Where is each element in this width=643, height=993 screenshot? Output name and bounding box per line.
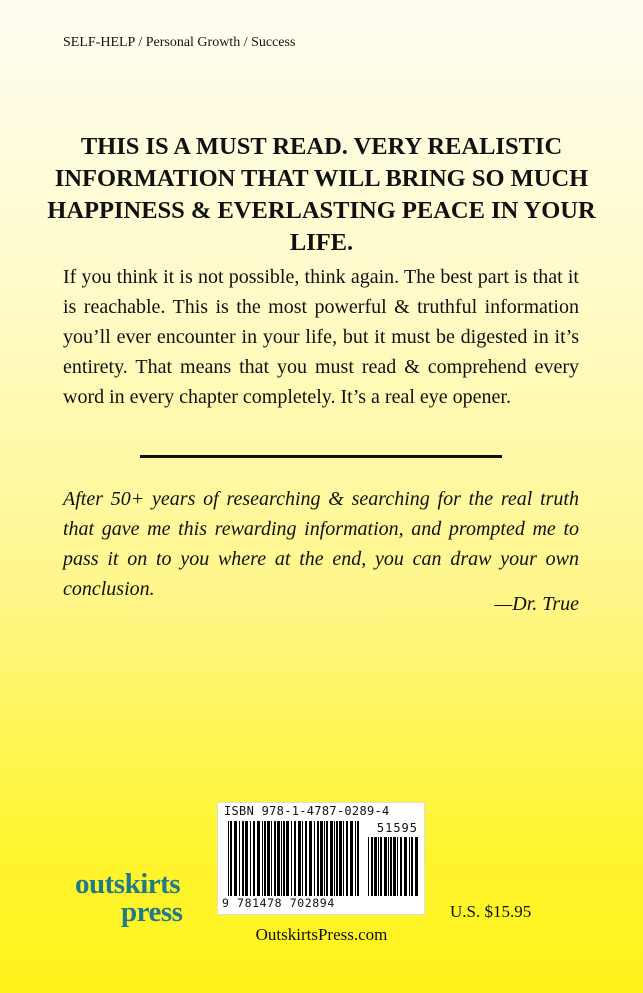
headline: THIS IS A MUST READ. VERY REALISTIC INFORMATION THAT WILL BRING SO MUCH HAPPINESS & EVERLASTING PEACE IN YOUR LIFE. [47, 133, 596, 256]
category-label: SELF-HELP / Personal Growth / Success [63, 35, 296, 50]
quote-signature: —Dr. True [494, 593, 579, 615]
price-code: 51595 [376, 821, 418, 835]
logo-word-outskirts: outskirts [75, 868, 181, 900]
ean-digits: 9 781478 702894 [222, 896, 335, 910]
logo-word-press: press [121, 896, 183, 928]
author-quote: After 50+ years of researching & searching for the real truth that gave me this rewarding information, and prompted me to pass it on to you where at the end, you can draw your own conclusion. [63, 488, 579, 600]
isbn-barcode [217, 802, 425, 915]
price-label: U.S. $15.95 [450, 902, 532, 921]
isbn-number: ISBN 978-1-4787-0289-4 [224, 804, 390, 818]
divider-line [140, 455, 502, 458]
description-paragraph: If you think it is not possible, think again. The best part is that it is reachable. This is the most powerful & truthful information you’ll ever encounter in your life, but it must be digested in it’s entirety. That means that you must read & comprehend every word in every chapter completely. It’s a real eye opener. [63, 266, 579, 408]
publisher-website: OutskirtsPress.com [255, 925, 388, 944]
